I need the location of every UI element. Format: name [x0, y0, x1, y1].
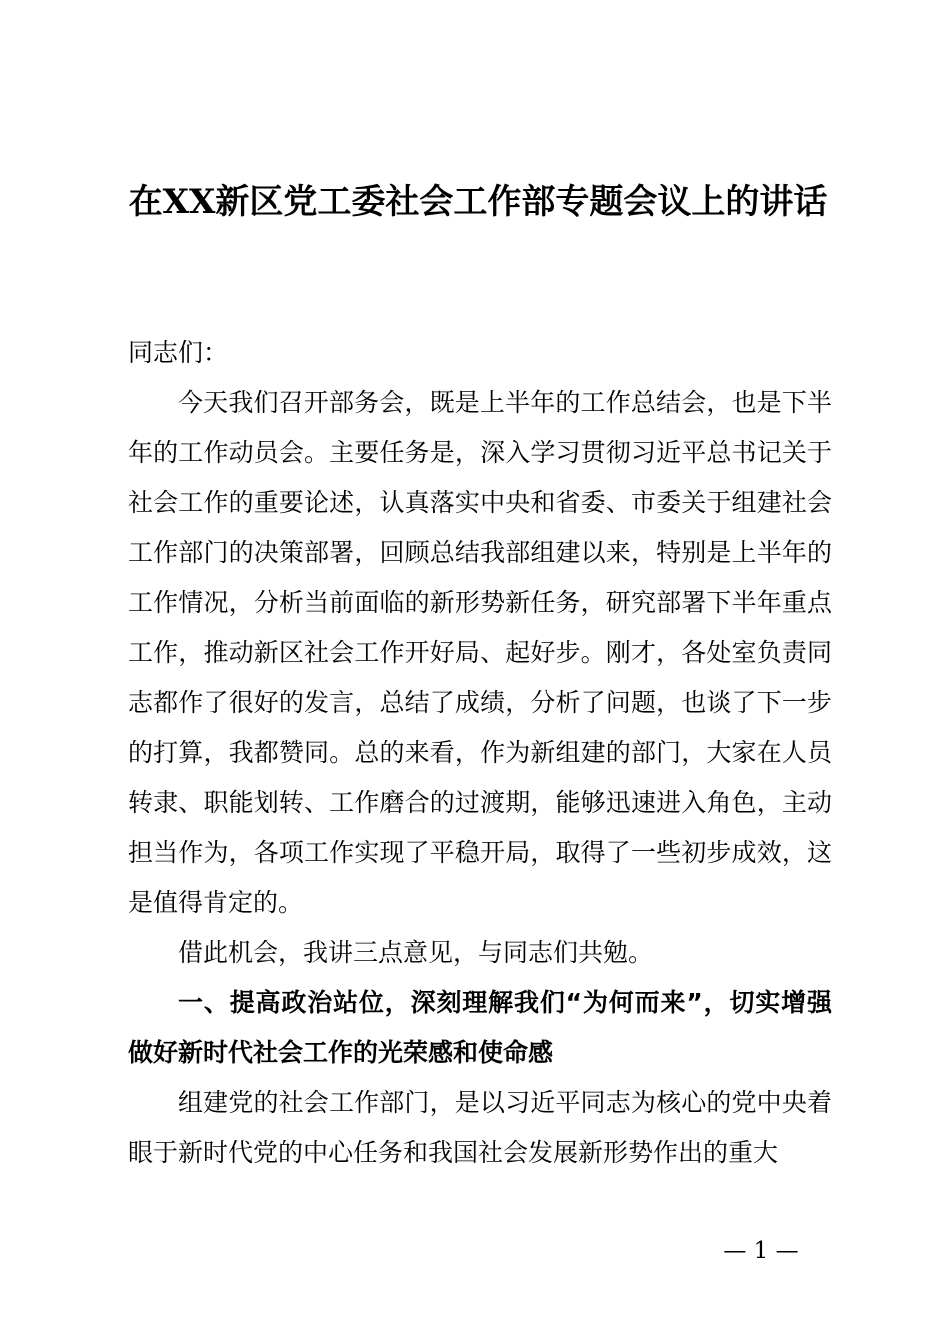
body-paragraph: 今天我们召开部务会，既是上半年的工作总结会，也是下半年的工作动员会。主要任务是，深入学习贯彻习近平总书记关于社会工作的重要论述，认真落实中央和省委、市委关于组建社会工作部门的决策部署，回顾总结我部组建以来，特别是上半年的工作情况，分析当前面临的新形势新任务，研究部署下半年重点工作，推动新区社会工作开好局、起好步。刚才，各处室负责同志都作了很好的发言，总结了成绩，分析了问题，也谈了下一步的打算，我都赞同。总的来看，作为新组建的部门，大家在人员转隶、职能划转、工作磨合的过渡期，能够迅速进入角色，主动担当作为，各项工作实现了平稳开局，取得了一些初步成效，这是值得肯定的。 [128, 388, 832, 917]
body-paragraph: 借此机会，我讲三点意见，与同志们共勉。 [178, 938, 654, 967]
section-heading: 一、提高政治站位，深刻理解我们“为何而来”，切实增强做好新时代社会工作的光荣感和使命感 [128, 988, 832, 1067]
salutation: 同志们： [128, 338, 229, 367]
document-body [128, 328, 832, 1178]
document-title: 在XX新区党工委社会工作部专题会议上的讲话 [128, 182, 828, 222]
page-number: — 1 — [723, 1238, 799, 1264]
body-paragraph: 组建党的社会工作部门，是以习近平同志为核心的党中央着眼于新时代党的中心任务和我国社会发展新形势作出的重大 [128, 1088, 832, 1167]
